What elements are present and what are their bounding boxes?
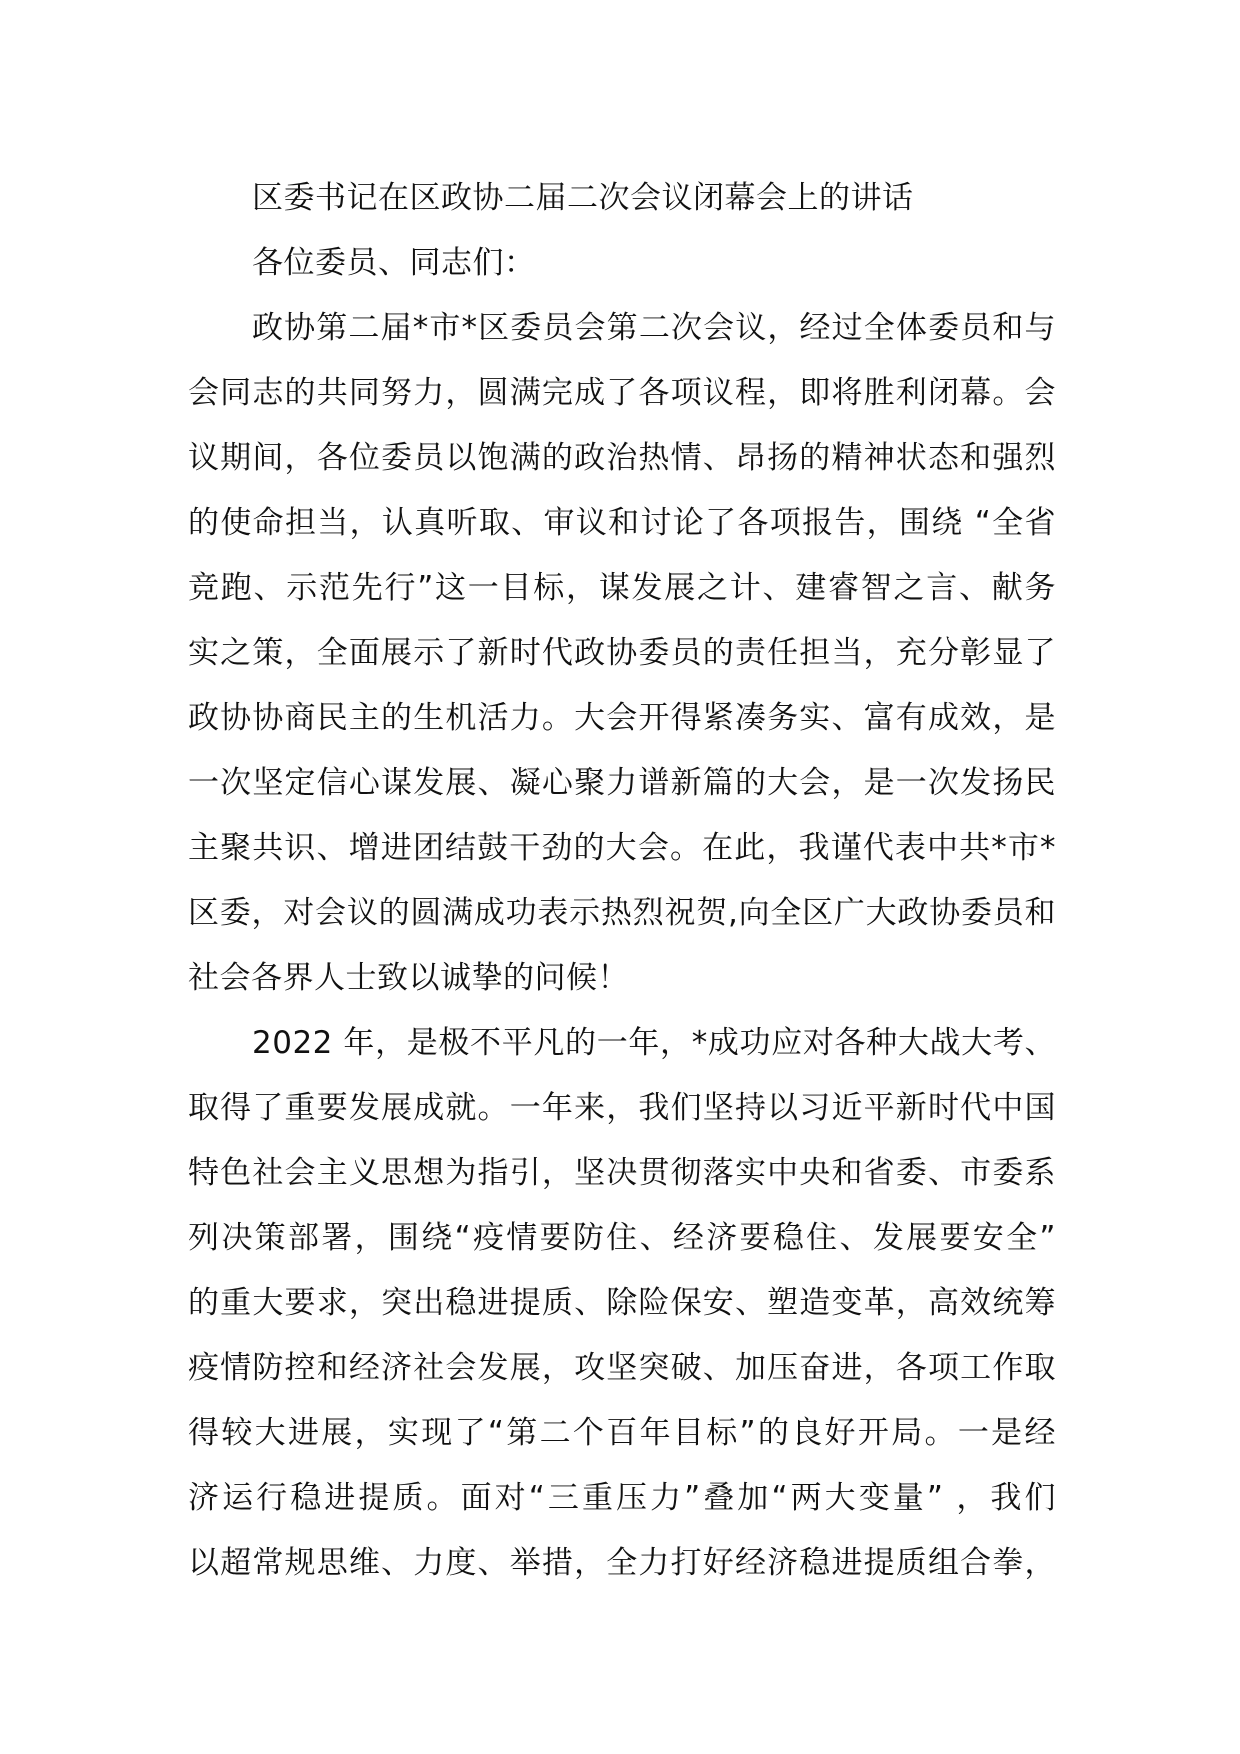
paragraph-line: 济运行稳进提质。面对“三重压力”叠加“两大变量” ，我们 <box>188 1480 1056 1516</box>
paragraph-line: 的重大要求，突出稳进提质、除险保安、塑造变革，高效统筹 <box>188 1285 1056 1321</box>
paragraph-line: 以超常规思维、力度、举措，全力打好经济稳进提质组合拳， <box>188 1545 1056 1581</box>
paragraph-line: 得较大进展，实现了“第二个百年目标”的良好开局。一是经 <box>188 1415 1056 1451</box>
paragraph-line: 主聚共识、增进团结鼓干劲的大会。在此，我谨代表中共*市* <box>188 830 1056 866</box>
paragraph-line: 会同志的共同努力，圆满完成了各项议程，即将胜利闭幕。会 <box>188 375 1056 411</box>
paragraph-line: 竞跑、示范先行”这一目标，谋发展之计、建睿智之言、献务 <box>188 570 1056 606</box>
paragraph-line: 特色社会主义思想为指引，坚决贯彻落实中央和省委、市委系 <box>188 1155 1056 1191</box>
paragraph-line: 2022 年，是极不平凡的一年，*成功应对各种大战大考、 <box>252 1025 1056 1061</box>
paragraph-line: 实之策，全面展示了新时代政协委员的责任担当，充分彰显了 <box>188 635 1056 671</box>
paragraph-line: 政协第二届*市*区委员会第二次会议，经过全体委员和与 <box>252 310 1056 346</box>
paragraph-line: 议期间，各位委员以饱满的政治热情、昂扬的精神状态和强烈 <box>188 440 1056 476</box>
paragraph-line: 的使命担当，认真听取、审议和讨论了各项报告，围绕 “全省 <box>188 505 1056 541</box>
paragraph-1 <box>188 296 1056 1011</box>
paragraph-line: 列决策部署，围绕“疫情要防住、经济要稳住、发展要安全” <box>188 1220 1056 1256</box>
paragraph-line: 政协协商民主的生机活力。大会开得紧凑务实、富有成效，是 <box>188 700 1056 736</box>
document-title: 区委书记在区政协二届二次会议闭幕会上的讲话 <box>252 180 914 216</box>
salutation: 各位委员、同志们： <box>252 245 536 281</box>
paragraph-line: 取得了重要发展成就。一年来，我们坚持以习近平新时代中国 <box>188 1090 1056 1126</box>
paragraph-line: 社会各界人士致以诚挚的问候！ <box>188 960 629 996</box>
paragraph-line: 疫情防控和经济社会发展，攻坚突破、加压奋进，各项工作取 <box>188 1350 1056 1386</box>
paragraph-line: 区委，对会议的圆满成功表示热烈祝贺,向全区广大政协委员和 <box>188 895 1056 931</box>
paragraph-line: 一次坚定信心谋发展、凝心聚力谱新篇的大会，是一次发扬民 <box>188 765 1056 801</box>
paragraph-2 <box>188 1011 1056 1596</box>
document-page <box>188 166 1056 1596</box>
